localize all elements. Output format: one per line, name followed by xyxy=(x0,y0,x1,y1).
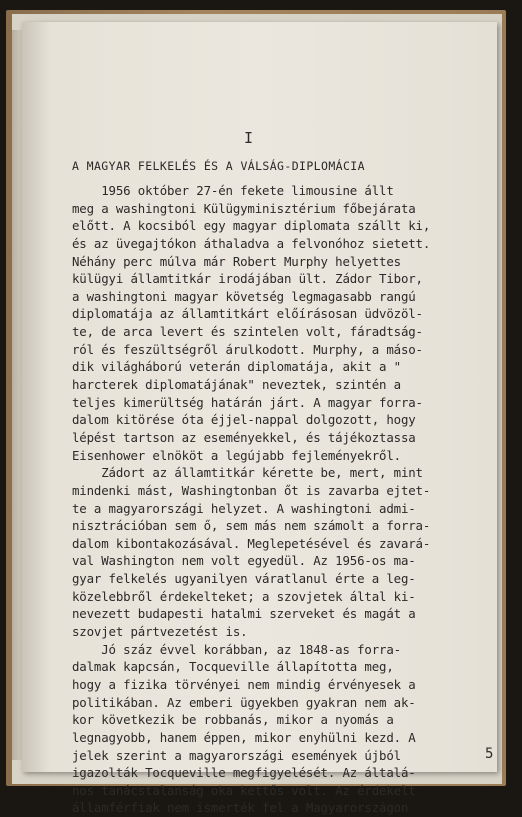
text-line: ról és feszültségről árulkodott. Murphy, a máso- xyxy=(72,341,423,357)
text-line: lépést tartson az eseményekkel, és tájékoztassa xyxy=(72,429,416,445)
text-line: meg a washingtoni Külügyminisztérium főbejárata xyxy=(72,200,416,216)
text-line: nevezett budapesti hatalmi szerveket és magát a xyxy=(72,606,416,622)
text-line: előtt. A kocsiból egy magyar diplomata szállt ki, xyxy=(72,218,431,234)
text-line: gyar felkelés ugyanilyen váratlanul érte a leg- xyxy=(72,571,416,587)
text-line: mindenki mást, Washingtonban őt is zavarba ejtet- xyxy=(72,482,431,498)
text-line: Néhány perc múlva már Robert Murphy helyettes xyxy=(72,253,401,269)
text-line: dalom kibontakozásával. Meglepetésével és zavará- xyxy=(72,535,431,551)
text-line: jelek szerint a magyarországi események újból xyxy=(72,747,401,763)
text-line: hogy a fizika törvényei nem mindig érvényesek a xyxy=(72,676,416,692)
text-line: a washingtoni magyar követség legmagasabb rangú xyxy=(72,288,416,304)
text-line: külügyi államtitkár irodájában ült. Zádor Tibor, xyxy=(72,271,423,287)
text-line: nos tanácstalanság oka kettős volt. Az érdekelt xyxy=(72,782,416,798)
text-line: Eisenhower elnököt a legújabb fejleményekről. xyxy=(72,447,401,463)
body-text xyxy=(72,182,512,817)
text-line: közelebbről érdekelteket; a szovjetek által ki- xyxy=(72,588,416,604)
page-content xyxy=(72,22,512,816)
text-line: politikában. Az emberi ügyekben gyakran nem ak- xyxy=(72,694,416,710)
page-number: 5 xyxy=(485,746,494,762)
text-line: kor következik be robbanás, mikor a nyomás a xyxy=(72,712,394,728)
chapter-title: A MAGYAR FELKELÉS ÉS A VÁLSÁG-DIPLOMÁCIA xyxy=(72,159,365,173)
text-line: te a magyarországi helyzet. A washingtoni admi- xyxy=(72,500,416,516)
text-line: dik világháború veterán diplomatája, akit a " xyxy=(72,359,401,375)
text-line: államférfiak nem ismerték fel a Magyarországon xyxy=(72,800,409,816)
text-line: harcterek diplomatájának" neveztek, szintén a xyxy=(72,377,401,393)
chapter-number: I xyxy=(244,129,254,147)
text-line: te, de arca levert és szintelen volt, fáradtság- xyxy=(72,324,423,340)
text-line: nisztrációban sem ő, sem más nem számolt a forra- xyxy=(72,518,431,534)
text-line: és az üvegajtókon áthaladva a felvonóhoz sietett. xyxy=(72,235,431,251)
text-line: Jó száz évvel korábban, az 1848-as forra- xyxy=(72,641,401,657)
text-line: 1956 október 27-én fekete limousine állt xyxy=(72,183,394,198)
book-page xyxy=(22,22,497,816)
text-line: diplomatája az államtitkárt előírásosan üdvözöl- xyxy=(72,306,423,322)
text-line: Zádort az államtitkár kérette be, mert, mint xyxy=(72,465,423,481)
text-line: teljes kimerültség határán járt. A magyar forra- xyxy=(72,394,423,410)
text-line: legnagyobb, hanem éppen, mikor enyhülni kezd. A xyxy=(72,729,416,745)
text-line: szovjet pártvezetést is. xyxy=(72,624,248,640)
text-line: dalom kitörése óta éjjel-nappal dolgozott, hogy xyxy=(72,412,416,428)
text-line: dalmak kapcsán, Tocqueville állapította meg, xyxy=(72,659,394,675)
text-line: igazolták Tocqueville megfigyelését. Az általá- xyxy=(72,765,416,781)
text-line: val Washington nem volt egyedül. Az 1956-os ma- xyxy=(72,553,416,569)
